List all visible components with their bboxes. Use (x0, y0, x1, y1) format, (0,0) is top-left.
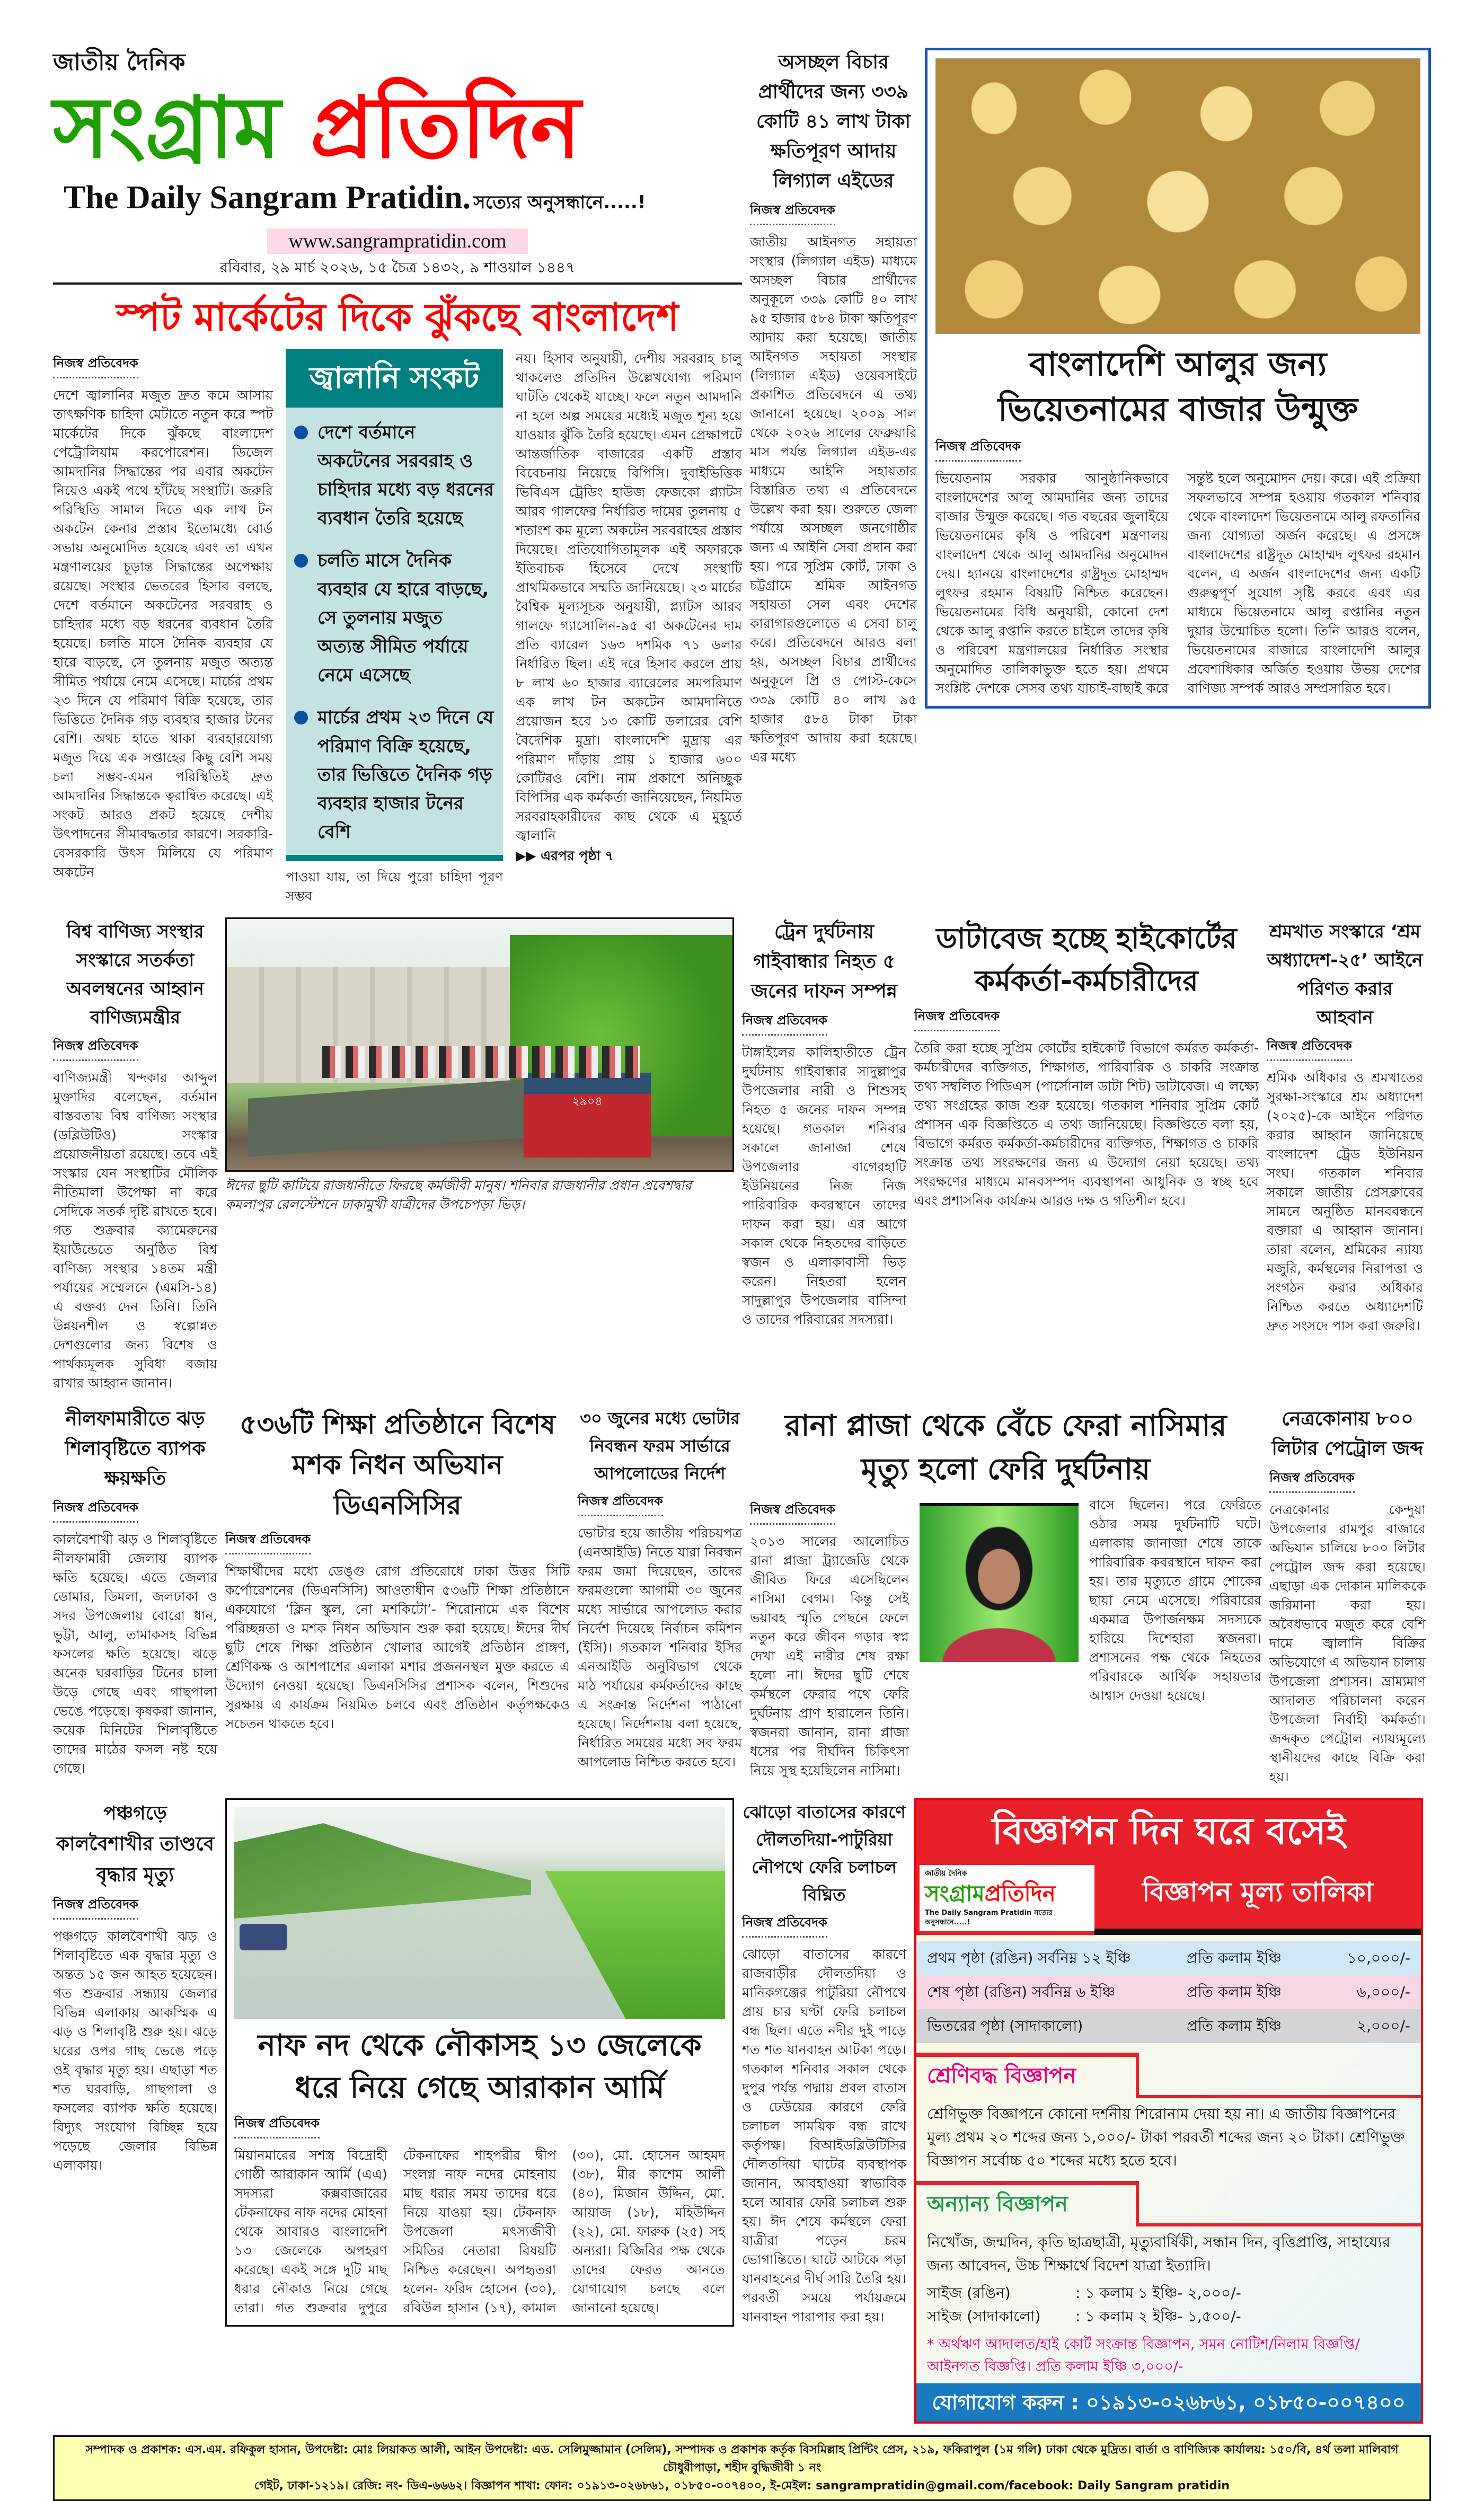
story-daulatdia: ঝোড়ো বাতাসের কারণে দৌলতদিয়া-পাটুরিয়া নৌপথে ফেরি চলাচল বিঘ্নিত নিজস্ব প্রতিবেদক ঝোড়ো বাতাসের কারণে রাজবাড়ীর দৌলতদিয়া ও মানিকগঞ্জের পাটুরিয়া নৌপথে প্রায় চার ঘণ্টা ফেরি চলাচল বন্ধ ছিল। এতে নদীর দুই পাড়ে শত শত যানবাহন আটকা পড়ে। গতকাল শনিবার সকাল থেকে দুপুর পর্যন্ত পদ্মায় প্রবল বাতাস ও ঢেউয়ের কারণে ফেরি চলাচল সাময়িক বন্ধ রাখে কর্তৃপক্ষ। বিআইডব্লিউটিসির দৌলতদিয়া ঘাটের ব্যবস্থাপক জানান, আবহাওয়া স্বাভাবিক হলে আবার ফেরি চলাচল শুরু হয়। ঈদ শেষে কর্মস্থলে ফেরা যাত্রীরা পড়েন চরম ভোগান্তিতে। ঘাটে আটকে পড়া যানবাহনের দীর্ঘ সারি তৈরি হয়। পরবর্তী সময়ে পর্যায়ক্রমে যানবাহন পারাপার করা হয়। (742, 1798, 906, 2327)
story-headline[interactable]: শ্রমখাত সংস্কারে ‘শ্রম অধ্যাদেশ-২৫’ আইনে পরিণত করার আহবান (1267, 921, 1423, 1028)
top-row (53, 48, 1431, 906)
story-headline[interactable]: ট্রেন দুর্ঘটনায় গাইবান্ধার নিহত ৫ জনের দাফন সম্পন্ন (750, 921, 898, 1002)
potato-headline-2[interactable]: ভিয়েতনামের বাজার উন্মুক্ত (998, 390, 1358, 429)
lead-col1 (53, 349, 273, 882)
train-photo (225, 917, 734, 1172)
story-panchagarh: পঞ্চগড়ে কালবৈশাখীর তাণ্ডবে বৃদ্ধার মৃত্যু নিজস্ব প্রতিবেদক পঞ্চগড়ে কালবৈশাখী ঝড় ও শিলাবৃষ্টিতে এক বৃদ্ধার মৃত্যু ও অন্তত ১৫ জন আহত হয়েছেন। গত শুক্রবার সন্ধ্যায় জেলার বিভিন্ন এলাকায় আকস্মিক এ ঝড় ও শিলাবৃষ্টি শুরু হয়। ঝড়ে ঘরের ওপর গাছ ভেঙে পড়ে ওই বৃদ্ধার মৃত্যু হয়। এছাড়া শত শত ঘরবাড়ি, গাছপালা ও ফসলের ব্যাপক ক্ষতি হয়েছে। বিদ্যুৎ সংযোগ বিচ্ছিন্ন হয়ে পড়েছে জেলার বিভিন্ন এলাকায়। (53, 1798, 217, 2175)
front-page (53, 48, 1431, 2501)
story-headline[interactable]: অসচ্ছল বিচার প্রার্থীদের জন্য ৩৩৯ কোটি ৪১ লাখ টাকা ক্ষতিপূরণ আদায় লিগ্যাল এইডের (756, 51, 911, 192)
engine-number: ২৯০৪ (572, 1095, 603, 1108)
lead-headline[interactable]: স্পট মার্কেটের দিকে ঝুঁকছে বাংলাদেশ (116, 295, 679, 339)
story-headline[interactable]: ডাটাবেজ হচ্ছে হাইকোর্টের কর্মকর্তা-কর্মচারীদের (936, 922, 1237, 997)
story-headline[interactable]: ঝোড়ো বাতাসের কারণে দৌলতদিয়া-পাটুরিয়া নৌপথে ফেরি চলাচল বিঘ্নিত (743, 1802, 906, 1905)
continued-link[interactable]: ▶▶ এরপর পৃষ্ঠা ৭ (516, 848, 614, 863)
potato-headline-1[interactable]: বাংলাদেশি আলুর জন্য (1029, 344, 1327, 383)
story-body: কালবৈশাখী ঝড় ও শিলাবৃষ্টিতে নীলফামারী জেলায় ব্যাপক ক্ষতি হয়েছে। এতে জেলার ডোমার, ডিমলা, জলঢাকা ও সদর উপজেলায় বোরো ধান, ভুট্টা, আলু, তামাকসহ বিভিন্ন ফসলের ক্ষতি হয়েছে। ঝড়ে অনেক ঘরবাড়ির টিনের চালা উড়ে গেছে এবং গাছপালা ভেঙে পড়েছে। কৃষকরা জানান, কয়েক মিনিটের শিলাবৃষ্টিতে তাদের মাঠের ফসল নষ্ট হয়ে গেছে। (53, 1532, 217, 1776)
masthead-date: রবিবার, ২৯ মার্চ ২০২৬, ১৫ চৈত্র ১৪৩২, ৯ শাওয়াল ১৪৪৭ (219, 259, 576, 276)
train-engine (524, 1073, 651, 1157)
ad-panel (914, 1798, 1423, 2424)
story-headline[interactable]: বিশ্ব বাণিজ্য সংস্থার সংস্কারে সতর্কতা অবলম্বনের আহ্বান বাণিজ্যমন্ত্রীর (66, 921, 204, 1028)
box-point: দেশে বর্তমানে অকটেনের সরবরাহ ও চাহিদার মধ্যে বড় ধরনের ব্যবধান তৈরি হয়েছে (294, 418, 494, 533)
row-4 (53, 1798, 1431, 2424)
story-headline[interactable]: পঞ্চগড়ে কালবৈশাখীর তাণ্ডবে বৃদ্ধার মৃত্যু (56, 1802, 215, 1886)
story-body: তৈরি করা হচ্ছে সুপ্রিম কোর্টের হাইকোর্ট বিভাগে কর্মরত কর্মকর্তা-কর্মচারীদের ব্যক্তিগত, শিক্ষাগত, পারিবারিক ও চাকরি সংক্রান্ত তথ্য সম্বলিত পিডিএস (পার্সোনাল ডাটা শিট) ডাটাবেজ। এ লক্ষ্যে তথ্য সংগ্রহের কাজ শুরু হয়েছে। গতকাল শনিবার সুপ্রিম কোর্ট প্রশাসন এক বিজ্ঞপ্তিতে এ তথ্য জানিয়েছে। বিজ্ঞপ্তিতে বলা হয়, বিভাগে কর্মরত কর্মকর্তা-কর্মচারীদের ব্যক্তিগত, শিক্ষাগত ও চাকরি সংক্রান্ত তথ্য সংরক্ষণের জন্য এ উদ্যোগ নেয়া হয়েছে। তথ্য সংরক্ষণের মাধ্যমে মানবসম্পদ ব্যবস্থাপনা আধুনিক ও স্বচ্ছ হবে এবং প্রশাসনিক কার্যক্রম আরও দক্ষ ও গতিশীল হবে। (914, 1040, 1259, 1208)
masthead (53, 48, 742, 285)
story-body: জাতীয় আইনগত সহায়তা সংস্থার (লিগ্যাল এইড) মাধ্যমে অসচ্ছল বিচার প্রার্থীদের অনুকূলে ৩৩৯ কোটি ৪০ লাখ ৯৫ হাজার ৫৮৪ টাকা ক্ষতিপূরণ আদায় করা হয়েছে। জাতীয় আইনগত সহায়তা সংস্থার (লিগ্যাল এইড) ওয়েবসাইটে প্রকাশিত প্রতিবেদনে এ তথ্য জানানো হয়েছে। ২০০৯ সাল থেকে ২০২৬ সালের ফেব্রুয়ারি মাস পর্যন্ত লিগ্যাল এইড-এর মাধ্যমে আইনি সহায়তার বিস্তারিত তথ্য এ প্রতিবেদনে উল্লেখ করা হয়। শুরুতে জেলা পর্যায়ে অসচ্ছল জনগোষ্ঠীর জন্য এ আইনি সেবা প্রদান করা হয়। পরে সুপ্রিম কোর্ট, ঢাকা ও চট্টগ্রামে শ্রমিক আইনগত সহায়তা সেল এবং দেশের কারাগারগুলোতে এ সেবা চালু করে। প্রতিবেদনে আরও বলা হয়, অসচ্ছল বিচার প্রার্থীদের অনুকূলে প্রি ও পোস্ট-কেসে ৩৩৯ কোটি ৪০ লাখ ৯৫ হাজার ৫৮৪ টাকা টাকা ক্ষতিপূরণ আদায় করা হয়েছে। এর মধ্যে (750, 234, 917, 765)
story-body: ঝোড়ো বাতাসের কারণে রাজবাড়ীর দৌলতদিয়া ও মানিকগঞ্জের পাটুরিয়া নৌপথে প্রায় চার ঘণ্টা ফেরি চলাচল বন্ধ ছিল। এতে নদীর দুই পাড়ে শত শত যানবাহন আটকা পড়ে। গতকাল শনিবার সকাল থেকে দুপুর পর্যন্ত পদ্মায় প্রবল বাতাস ও ঢেউয়ের কারণে ফেরি চলাচল সাময়িক বন্ধ রাখে কর্তৃপক্ষ। বিআইডব্লিউটিসির দৌলতদিয়া ঘাটের ব্যবস্থাপক জানান, আবহাওয়া স্বাভাবিক হলে আবার ফেরি চলাচল শুরু হয়। ঈদ শেষে কর্মস্থলে ফেরা যাত্রীরা পড়েন চরম ভোগান্তিতে। ঘাটে আটকে পড়া যানবাহনের দীর্ঘ সারি তৈরি হয়। পরবর্তী সময়ে পর্যায়ক্রমে যানবাহন পারাপার করা হয়। (742, 1947, 906, 2325)
passengers-on-roof (322, 1046, 640, 1078)
story-voter: ৩০ জুনের মধ্যে ভোটার নিবন্ধন ফরম সার্ভারে আপলোডের নির্দেশ নিজস্ব প্রতিবেদক ভোটার হয়ে জাতীয় পরিচয়পত্র (এনআইডি) নিতে যারা নিবন্ধন ফরম জমা দিয়েছেন, তাদের ফরমগুলো আগামী ৩০ জুনের মধ্যে সার্ভারে আপলোড করার নির্দেশ দিয়েছে নির্বাচন কমিশন (ইসি)। গতকাল শনিবার ইসির এনআইডি অনুবিভাগ থেকে মাঠ পর্যায়ের কর্মকর্তাদের কাছে এ সংক্রান্ত নির্দেশনা পাঠানো হয়েছে। নির্দেশনায় বলা হয়েছে, নির্ধারিত সময়ের মধ্যে সব ফরম আপলোড নিশ্চিত করতে হবে। (578, 1404, 742, 1772)
masthead-rule (53, 282, 742, 285)
rana-headline-1[interactable]: রানা প্লাজা থেকে বেঁচে ফেরা নাসিমার (784, 1409, 1227, 1443)
nasima-portrait (920, 1503, 1079, 1662)
rana-headline-2[interactable]: মৃত্যু হলো ফেরি দুর্ঘটনায় (861, 1452, 1151, 1487)
story-body: নেত্রকোনার কেন্দুয়া উপজেলার রামপুর বাজারে অভিযান চালিয়ে ৮০০ লিটার পেট্রোল জব্দ করা হয়েছে। এছাড়া এক দোকান মালিককে জরিমানা করা হয়। অবৈধভাবে মজুত করে বেশি দামে জ্বালানি বিক্রির অভিযোগে এ অভিযান চালায় উপজেলা প্রশাসন। ভ্রাম্যমাণ আদালত পরিচালনা করেন উপজেলা নির্বাহী কর্মকর্তা। জব্দকৃত পেট্রোল ন্যায্যমূল্যে স্থানীয়দের কাছে বিক্রি করা হয়। (1269, 1502, 1426, 1784)
ad-note: * অর্থঋণ আদালত/হাই কোর্ট সংক্রান্ত বিজ্ঞাপন, সমন নোটিশ/নিলাম বিজ্ঞপ্তি/আইনগত বিজ্ঞপ্তি। প্রতি কলাম ইঞ্চি ৩,০০০/- (927, 2336, 1360, 2375)
rate-table (916, 1941, 1421, 2043)
classified-text: শ্রেণিভুক্ত বিজ্ঞাপনে কোনো দর্শনীয় শিরোনাম দেয়া হয় না। এ জাতীয় বিজ্ঞাপনের মুল্য প্রথম ২০ শব্দের জন্য ১,০০০/- টাকা পরবর্তী শব্দের জন্য ২০ টাকা। শ্রেণিভুক্ত বিজ্ঞাপন সর্বোচ্চ ৫০ শব্দের মধ্যে হতে হবে। (927, 2105, 1405, 2169)
imprint-footer (53, 2435, 1431, 2501)
story-headline[interactable]: নীলফামারীতে ঝড় শিলাবৃষ্টিতে ব্যাপক ক্ষয়ক্ষতি (65, 1408, 206, 1489)
story-body: শ্রমিক অধিকার ও শ্রমখাতের সুরক্ষা-সংস্কারে শ্রম অধ্যাদেশ (২০২৫)-কে আইনে পরিণত করার আহ্বান জানিয়েছে বাংলাদেশ ট্রেড ইউনিয়ন সংঘ। গতকাল শনিবার সকালে জাতীয় প্রেসক্লাবের সামনে অনুষ্ঠিত মানববন্ধনে বক্তারা এ আহ্বান জানান। তারা বলেন, শ্রমিকের ন্যায্য মজুরি, কর্মস্থলের নিরাপত্তা ও সংগঠন করার অধিকার নিশ্চিত করতে অধ্যাদেশটি দ্রুত সংসদে পাস করা জরুরি। (1267, 1070, 1423, 1333)
lead-body-3: নয়। হিসাব অনুযায়ী, দেশীয় সরবরাহ চালু থাকলেও প্রতিদিন উল্লেখযোগ্য পরিমাণ ঘাটতি থেকেই যাচ্ছে। ফলে নতুন আমদানি না হলে অল্প সময়ের মধ্যেই মজুত শূন্য হয়ে যাওয়ার ঝুঁকি তৈরি হয়েছে। এমন প্রেক্ষাপটে আন্তর্জাতিক বাজারের একটি প্রস্তাব বিবেচনায় নিয়েছে বিপিসি। দুবাইভিত্তিক ভিবিএস ট্রেডিং হাউজ ফেজকো প্ল্যাটস আরব গালফের নির্ধারিত দামের তুলনায় ৫ শতাংশ কম মূল্যে অকটেন সরবরাহের প্রস্তাব দিয়েছে। প্রতিযোগিতামূলক এই অফারকে ইতিবাচক হিসেবে দেখে সংস্থাটি প্রাথমিকভাবে সম্মতি জানিয়েছে। ২৩ মার্চের বৈশ্বিক মূল্যসূচক অনুযায়ী, প্ল্যাটস আরব গালফে গ্যাসোলিন-৯৫ বা অকটেনের দাম প্রতি ব্যারেল ১৬৩ দশমিক ৭১ ডলার নির্ধারিত ছিল। এই দরে হিসাব করলে প্রায় ৮ লাখ ৬০ হাজার ব্যারেলের সমপরিমাণ এক লাখ টন অকটেন আমদানিতে প্রয়োজন হবে ১৩ কোটি ডলারের বেশি বৈদেশিক মুদ্রা। বাংলাদেশি মুদ্রায় এর পরিমাণ দাঁড়ায় প্রায় ১ হাজার ৬০০ কোটিরও বেশি। নাম প্রকাশে অনিচ্ছুক বিপিসির এক কর্মকর্তা জানিয়েছেন, নিয়মিত সরবরাহকারীদের কাছ থেকে এ মুহূর্তে জ্বালানি (516, 351, 742, 843)
story-labour: শ্রমখাত সংস্কারে ‘শ্রম অধ্যাদেশ-২৫’ আইনে পরিণত করার আহবান নিজস্ব প্রতিবেদক শ্রমিক অধিকার ও শ্রমখাতের সুরক্ষা-সংস্কারে শ্রম অধ্যাদেশ (২০২৫)-কে আইনে পরিণত করার আহ্বান জানিয়েছে বাংলাদেশ ট্রেড ইউনিয়ন সংঘ। গতকাল শনিবার সকালে জাতীয় প্রেসক্লাবের সামনে অনুষ্ঠিত মানববন্ধনে বক্তারা এ আহ্বান জানান। তারা বলেন, শ্রমিকের ন্যায্য মজুরি, কর্মস্থলের নিরাপত্তা ও সংগঠন করার অধিকার নিশ্চিত করতে অধ্যাদেশটি দ্রুত সংসদে পাস করা জরুরি। (1267, 917, 1423, 1336)
story-body: ভিয়েতনাম সরকার আনুষ্ঠানিকভাবে বাংলাদেশের আলু আমদানির জন্য তাদের বাজার উন্মুক্ত করেছে। গত বছরের জুলাইয়ে ভিয়েতনামের কৃষি ও পরিবেশ মন্ত্রণালয় বাংলাদেশ থেকে আলু আমদানির অনুমোদন দেয়। হ্যানয়ে বাংলাদেশের রাষ্ট্রদূত মোহাম্মদ লুৎফর রহমান বিষয়টি নিশ্চিত করেছেন। ভিয়েতনামের বিধি অনুযায়ী, কোনো দেশ থেকে আলু রপ্তানি করতে চাইলে তাদের কৃষি ও পরিবেশ মন্ত্রণালয়ের নির্ধারিত সংস্থার অনুমোদিত তালিকাভুক্ত হতে হয়। প্রথমে সংশ্লিষ্ট দেশকে সেসব তথ্য যাচাই-বাছাই করে সন্তুষ্ট হলে অনুমোদন দেয়। করে। এই প্রক্রিয়া সফলভাবে সম্পন্ন হওয়ায় গতকাল শনিবার থেকে বাংলাদেশ ভিয়েতনামে আলু রফতানির জন্য যোগ্যতা অর্জন করেছে। এ প্রসঙ্গে বাংলাদেশের রাষ্ট্রদূত মোহাম্মদ লুৎফর রহমান বলেন, এ অর্জন বাংলাদেশের জন্য একটি গুরুত্বপূর্ণ সুযোগ সৃষ্টি করবে এবং এর মাধ্যমে ভিয়েতনামে আলু রপ্তানির নতুন দুয়ার উন্মোচিত হলো। তিনি আরও বলেন, ভিয়েতনামের বাজারে বাংলাদেশি আলুর প্রবেশাধিকার অর্জিত হওয়ায় উভয় দেশের বাণিজ্য সম্পর্ক আরও সম্প্রসারিত হবে। (935, 471, 1420, 696)
other-title: অন্যান্য বিজ্ঞাপন (916, 2181, 1139, 2223)
logo-green: সংগ্রাম (53, 78, 281, 177)
story-body: মিয়ানমারের সশস্ত্র বিদ্রোহী গোষ্ঠী আরাকান আর্মি (এএ) সদস্যরা কক্সবাজারের টেকনাফের নাফ নদের মোহনা থেকে আবারও বাংলাদেশি ১৩ জেলেকে অপহরণ করেছে। একই সঙ্গে দুটি মাছ ধরার নৌকাও নিয়ে গেছে তারা। গত শুক্রবার দুপুরে টেকনাফের শাহপরীর দ্বীপ সংলগ্ন নাফ নদের মোহনায় মাছ ধরার সময় তাদের ধরে নিয়ে যাওয়া হয়। টেকনাফ উপজেলা মৎস্যজীবী সমিতির নেতারা বিষয়টি নিশ্চিত করেছেন। অপহৃতরা হলেন- ফরিদ হোসেন (৩০), রবিউল হাসান (১৭), কামাল (৩০), মো. হোসেন আহমদ (৩৮), মীর কাশেম আলী (৪০), মিজান উদ্দিন, মো. আয়াজ (১৮), মহিউদ্দিন (২২), মো. ফারুক (২৫) সহ অন্যরা। বিজিবির পক্ষ থেকে তাদের ফেরত আনতে যোগাযোগ চলছে বলে জানানো হয়েছে। (234, 2147, 725, 2316)
imprint-line-2: গেইট, ঢাকা-১২১৯। রেজি: নং- ডিএ-৬৬৬২। বিজ্ঞাপন শাখা: ফোন: ০১৯১৩-০২৬৮৬১, ০১৮৫০-০০৭৪০০, ই-মেইল: sangrampratidin@gmail.com/facebook: Daily Sangram pratidin (254, 2479, 1230, 2493)
story-netrokona: নেত্রকোনায় ৮০০ লিটার পেট্রোল জব্দ নিজস্ব প্রতিবেদক নেত্রকোনার কেন্দুয়া উপজেলার রামপুর বাজারে অভিযান চালিয়ে ৮০০ লিটার পেট্রোল জব্দ করা হয়েছে। এছাড়া এক দোকান মালিককে জরিমানা করা হয়। অবৈধভাবে মজুত করে বেশি দামে জ্বালানি বিক্রির অভিযোগে এ অভিযান চালায় উপজেলা প্রশাসন। ভ্রাম্যমাণ আদালত পরিচালনা করেন উপজেলা নির্বাহী কর্মকর্তা। জব্দকৃত পেট্রোল ন্যায্যমূল্যে স্থানীয়দের কাছে বিক্রি করা হয়। (1269, 1404, 1426, 1787)
byline: নিজস্ব প্রতিবেদক (53, 354, 138, 378)
train-carriage (248, 1079, 534, 1157)
story-headline[interactable]: ৩০ জুনের মধ্যে ভোটার নিবন্ধন ফরম সার্ভারে আপলোডের নির্দেশ (580, 1408, 740, 1483)
train-photo-caption: ঈদের ছুটি কাটিয়ে রাজধানীতে ফিরছে কর্মজীবী মানুষ। শনিবার রাজধানীর প্রধান প্রবেশদ্বার কমলাপুর রেলস্টেশনে ঢাকামুখী যাত্রীদের উপচেপড়া ভিড়। (225, 1178, 692, 1212)
story-body: পঞ্চগড়ে কালবৈশাখী ঝড় ও শিলাবৃষ্টিতে এক বৃদ্ধার মৃত্যু ও অন্তত ১৫ জন আহত হয়েছেন। গত শুক্রবার সন্ধ্যায় জেলার বিভিন্ন এলাকায় আকস্মিক এ ঝড় ও শিলাবৃষ্টি শুরু হয়। ঝড়ে ঘরের ওপর গাছ ভেঙে পড়ে ওই বৃদ্ধার মৃত্যু হয়। এছাড়া শত শত ঘরবাড়ি, গাছপালা ও ফসলের ব্যাপক ক্ষতি হয়েছে। বিদ্যুৎ সংযোগ বিচ্ছিন্ন হয়ে পড়েছে জেলার বিভিন্ন এলাকায়। (53, 1929, 217, 2173)
story-hailstorm: নীলফামারীতে ঝড় শিলাবৃষ্টিতে ব্যাপক ক্ষয়ক্ষতি নিজস্ব প্রতিবেদক কালবৈশাখী ঝড় ও শিলাবৃষ্টিতে নীলফামারী জেলায় ব্যাপক ক্ষতি হয়েছে। এতে জেলার ডোমার, ডিমলা, জলঢাকা ও সদর উপজেলায় বোরো ধান, ভুট্টা, আলু, তামাকসহ বিভিন্ন ফসলের ক্ষতি হয়েছে। ঝড়ে অনেক ঘরবাড়ির টিনের চালা উড়ে গেছে এবং গাছপালা ভেঙে পড়েছে। কৃষকরা জানান, কয়েক মিনিটের শিলাবৃষ্টিতে তাদের মাঠের ফসল নষ্ট হয়ে গেছে। (53, 1404, 217, 1778)
rate-row: ভিতরের পৃষ্ঠা (সাদাকালো) প্রতি কলাম ইঞ্চি ২,০০০/- (916, 2009, 1421, 2043)
masthead-kicker: জাতীয় দৈনিক (53, 49, 186, 76)
story-headline[interactable]: ৫৩৬টি শিক্ষা প্রতিষ্ঠানে বিশেষ মশক নিধন অভিযান ডিএনসিসির (240, 1409, 555, 1521)
story-naf: নাফ নদ থেকে নৌকাসহ ১৩ জেলেকে ধরে নিয়ে গেছে আরাকান আর্মি নিজস্ব প্রতিবেদক মিয়ানমারের সশস্ত্র বিদ্রোহী গোষ্ঠী আরাকান আর্মি (এএ) সদস্যরা কক্সবাজারের টেকনাফের নাফ নদের মোহনা থেকে আবারও বাংলাদেশি ১৩ জেলেকে অপহরণ করেছে। একই সঙ্গে দুটি মাছ ধরার নৌকাও নিয়ে গেছে তারা। গত শুক্রবার দুপুরে টেকনাফের শাহপরীর দ্বীপ সংলগ্ন নাফ নদের মোহনায় মাছ ধরার সময় তাদের ধরে নিয়ে যাওয়া হয়। টেকনাফ উপজেলা মৎস্যজীবী সমিতির নেতারা বিষয়টি নিশ্চিত করেছেন। অপহৃতরা হলেন- ফরিদ হোসেন (৩০), রবিউল হাসান (১৭), কামাল (৩০), মো. হোসেন আহমদ (৩৮), মীর কাশেম আলী (৪০), মিজান উদ্দিন, মো. আয়াজ (১৮), মহিউদ্দিন (২২), মো. ফারুক (২৫) সহ অন্যরা। বিজিবির পক্ষ থেকে তাদের ফেরত আনতে যোগাযোগ চলছে বলে জানানো হয়েছে। (225, 1798, 734, 2327)
train-photo-block (225, 917, 734, 1214)
rate-title: বিজ্ঞাপন মূল্য তালিকা (1094, 1862, 1421, 1935)
rate-row: প্রথম পৃষ্ঠা (রঙিন) সর্বনিম্ন ১২ ইঞ্চি প্রতি কলাম ইঞ্চি ১০,০০০/- (916, 1941, 1421, 1975)
bullet-icon (294, 711, 308, 724)
lead-body-2: পাওয়া যায়, তা দিয়ে পুরো চাহিদা পূরণ সম্ভব (286, 869, 503, 904)
ad-contact[interactable]: যোগাযোগ করুন : ০১৯১৩-০২৬৮৬১, ০১৮৫০-০০৭৪০০ (916, 2383, 1421, 2422)
rate-row: শেষ পৃষ্ঠা (রঙিন) সর্বনিম্ন ৬ ইঞ্চি প্রতি কলাম ইঞ্চি ৬,০০০/- (916, 1975, 1421, 2009)
logo-red: প্রতিদিন (310, 78, 581, 177)
size-row: সাইজ (রঙিন) : ১ কলাম ১ ইঞ্চি- ২,০০০/- (927, 2284, 1241, 2302)
lead-body (53, 349, 742, 906)
story-potato: বাংলাদেশি আলুর জন্য ভিয়েতনামের বাজার উন্মুক্ত নিজস্ব প্রতিবেদক ভিয়েতনাম সরকার আনুষ্ঠানিকভাবে বাংলাদেশের আলু আমদানির জন্য তাদের বাজার উন্মুক্ত করেছে। গত বছরের জুলাইয়ে ভিয়েতনামের কৃষি ও পরিবেশ মন্ত্রণালয় বাংলাদেশ থেকে আলু আমদানির অনুমোদন দেয়। হ্যানয়ে বাংলাদেশের রাষ্ট্রদূত মোহাম্মদ লুৎফর রহমান বিষয়টি নিশ্চিত করেছেন। ভিয়েতনামের বিধি অনুযায়ী, কোনো দেশ থেকে আলু রপ্তানি করতে চাইলে তাদের কৃষি ও পরিবেশ মন্ত্রণালয়ের নির্ধারিত সংস্থার অনুমোদিত তালিকাভুক্ত হতে হয়। প্রথমে সংশ্লিষ্ট দেশকে সেসব তথ্য যাচাই-বাছাই করে সন্তুষ্ট হলে অনুমোদন দেয়। করে। এই প্রক্রিয়া সফলভাবে সম্পন্ন হওয়ায় গতকাল শনিবার থেকে বাংলাদেশ ভিয়েতনামে আলু রফতানির জন্য যোগ্যতা অর্জন করেছে। এ প্রসঙ্গে বাংলাদেশের রাষ্ট্রদূত মোহাম্মদ লুৎফর রহমান বলেন, এ অর্জন বাংলাদেশের জন্য একটি গুরুত্বপূর্ণ সুযোগ সৃষ্টি করবে এবং এর মাধ্যমে ভিয়েতনামে আলু রপ্তানির নতুন দুয়ার উন্মোচিত হলো। তিনি আরও বলেন, ভিয়েতনামের বাজারে বাংলাদেশি আলুর প্রবেশাধিকার অর্জিত হওয়ায় উভয় দেশের বাণিজ্য সম্পর্ক আরও সম্প্রসারিত হবে। (925, 48, 1431, 709)
boat (240, 1924, 287, 1950)
story-body: ২০১৩ সালের আলোচিত রানা প্লাজা ট্র্যাজেডি থেকে জীবিত ফিরে এসেছিলেন নাসিমা বেগম। কিন্তু সেই ভয়াবহ স্মৃতি পেছনে ফেলে নতুন করে জীবন গড়ার স্বপ্ন দেখা এই নারীর শেষ রক্ষা হলো না। ঈদের ছুটি শেষে কর্মস্থলে ফেরার পথে ফেরি দুর্ঘটনায় প্রাণ হারালেন তিনি। স্বজনরা জানান, রানা প্লাজা ধসের পর দীর্ঘদিন চিকিৎসা নিয়ে সুস্থ হয়েছিলেন নাসিমা। (750, 1534, 909, 1778)
bullet-icon (294, 554, 308, 568)
imprint-line-1: সম্পাদক ও প্রকাশক: এস.এম. রফিকুল হাসান, উপদেষ্টা: মোঃ লিয়াকত আলী, আইন উপদেষ্টা: এড. সেলিমুজ্জামান (সেলিম), সম্পাদক ও প্রকাশক কর্তৃক বিসমিল্লাহ প্রিন্টিং প্রেস, ২১৯, ফকিরাপুল (১ম গলি) ঢাকা থেকে মুদ্রিত। বার্তা ও বাণিজ্যিক কার্যালয়: ১৫০/বি, ৪র্থ তলা মালিবাগ চৌধুরীপাড়া, শহীদ বুদ্ধিজীবী ১ নং (85, 2443, 1399, 2475)
story-headline[interactable]: নেত্রকোনায় ৮০০ লিটার পেট্রোল জব্দ (1271, 1408, 1424, 1460)
other-text: নিখোঁজ, জন্মদিন, কৃতি ছাত্রছাত্রী, মৃত্যুবার্ষিকী, সন্ধান দিন, বৃত্তিপ্রাপ্তি, সাহায্যের জন্য আবেদন, উচ্চ শিক্ষার্থে বিদেশ যাত্রা ইত্যাদি। (927, 2233, 1391, 2274)
story-body: টাঙ্গাইলের কালিহাতীতে ট্রেন দুর্ঘটনায় গাইবান্ধার সাদুল্লাপুর উপজেলার নারী ও শিশুসহ নিহত ৫ জনের দাফন সম্পন্ন হয়েছে। গতকাল শনিবার সকালে জানাজা শেষে উপজেলার বাগেরহাটি ইউনিয়নের নিজ নিজ পারিবারিক কবরস্থানে তাদের দাফন করা হয়। এর আগে সকাল থেকে নিহতদের বাড়িতে স্বজন ও এলাকাবাসী ভিড় করেন। নিহতরা হলেন সাদুল্লাপুর উপজেলার বাসিন্দা ও তাদের পরিবারের সদস্যরা। (742, 1045, 906, 1327)
ad-logo: জাতীয় দৈনিক সংগ্রামপ্রতিদিন The Daily Sangram Pratidin সত্যের অনুসন্ধানে.....! (920, 1865, 1094, 1931)
naf-headline-2[interactable]: ধরে নিয়ে গেছে আরাকান আর্মি (295, 2071, 665, 2105)
box-point: চলতি মাসে দৈনিক ব্যবহার যে হারে বাড়ছে, সে তুলনায় মজুত অত্যন্ত সীমিত পর্যায়ে নেমে এসেছে (294, 546, 494, 690)
story-mosquito: ৫৩৬টি শিক্ষা প্রতিষ্ঠানে বিশেষ মশক নিধন অভিযান ডিএনসিসির নিজস্ব প্রতিবেদক শিক্ষার্থীদের মধ্যে ডেঙ্গু রোগ প্রতিরোধে ঢাকা উত্তর সিটি কর্পোরেশনের (ডিএনসিসি) আওতাধীন ৫৩৬টি শিক্ষা প্রতিষ্ঠানে একযোগে ‘ক্লিন স্কুল, নো মশকিটো’- শিরোনামে এক বিশেষ পরিচ্ছন্নতা ও মশক নিধন অভিযান শুরু করা হয়েছে। ঈদের দীর্ঘ ছুটি শেষে শিক্ষা প্রতিষ্ঠান খোলার আগেই প্রতিষ্ঠান প্রাঙ্গণ, শ্রেণিকক্ষ ও আশপাশের এলাকা মশার প্রজননস্থল মুক্ত করতে এ উদ্যোগ নেওয়া হয়েছে। ডিএনসিসির প্রশাসক বলেন, শিশুদের সুরক্ষায় এ কার্যক্রম নিয়মিত চলবে এবং প্রতিষ্ঠান কর্তৃপক্ষকেও সচেতন থাকতে হবে। (225, 1404, 570, 1734)
masthead-slogan: সত্যের অনুসন্ধানে.....! (473, 192, 646, 213)
story-body: বাসে ছিলেন। পরে ফেরিতে ওঠার সময় দুর্ঘটনাটি ঘটে। এলাকায় জানাজা শেষে তাকে পারিবারিক কবরস্থানে দাফন করা হয়। তার মৃত্যুতে গ্রামে শোকের ছায়া নেমে এসেছে। পরিবারের একমাত্র উপার্জনক্ষম সদস্যকে হারিয়ে দিশেহারা স্বজনরা। প্রশাসনের পক্ষ থেকে নিহতের পরিবারকে আর্থিক সহায়তার আশ্বাস দেওয়া হয়েছে। (1089, 1497, 1261, 1703)
row-3 (53, 1404, 1431, 1787)
story-train-accident: ট্রেন দুর্ঘটনায় গাইবান্ধার নিহত ৫ জনের দাফন সম্পন্ন নিজস্ব প্রতিবেদক টাঙ্গাইলের কালিহাতীতে ট্রেন দুর্ঘটনায় গাইবান্ধার সাদুল্লাপুর উপজেলার নারী ও শিশুসহ নিহত ৫ জনের দাফন সম্পন্ন হয়েছে। গতকাল শনিবার সকালে জানাজা শেষে উপজেলার বাগেরহাটি ইউনিয়নের নিজ নিজ পারিবারিক কবরস্থানে তাদের দাফন করা হয়। এর আগে সকাল থেকে নিহতদের বাড়িতে স্বজন ও এলাকাবাসী ভিড় করেন। নিহতরা হলেন সাদুল্লাপুর উপজেলার বাসিন্দা ও তাদের পরিবারের সদস্যরা। (742, 917, 906, 1329)
story-body: ভোটার হয়ে জাতীয় পরিচয়পত্র (এনআইডি) নিতে যারা নিবন্ধন ফরম জমা দিয়েছেন, তাদের ফরমগুলো আগামী ৩০ জুনের মধ্যে সার্ভারে আপলোড করার নির্দেশ দিয়েছে নির্বাচন কমিশন (ইসি)। গতকাল শনিবার ইসির এনআইডি অনুবিভাগ থেকে মাঠ পর্যায়ের কর্মকর্তাদের কাছে এ সংক্রান্ত নির্দেশনা পাঠানো হয়েছে। নির্দেশনায় বলা হয়েছে, নির্ধারিত সময়ের মধ্যে সব ফরম আপলোড নিশ্চিত করতে হবে। (578, 1525, 742, 1770)
potato-photo (935, 58, 1420, 334)
story-trade: বিশ্ব বাণিজ্য সংস্থার সংস্কারে সতর্কতা অবলম্বনের আহ্বান বাণিজ্যমন্ত্রীর নিজস্ব প্রতিবেদক বাণিজ্যমন্ত্রী খন্দকার আব্দুল মুক্তাদির বলেছেন, বর্তমান বাস্তবতায় বিশ্ব বাণিজ্য সংস্থার (ডব্লিউটিও) সংস্কার প্রয়োজনীয়তা রয়েছে। তবে এই সংস্কার যেন সংস্থাটির মৌলিক নীতিমালা উপেক্ষা না করে সেদিকে সতর্ক দৃষ্টি রাখতে হবে। গত শুক্রবার ক্যামেরুনের ইয়াউন্ডেতে অনুষ্ঠিত বিশ্ব বাণিজ্য সংস্থার ১৪তম মন্ত্রী পর্যায়ের সম্মেলনে (এমসি-১৪) এ বক্তব্য দেন তিনি। তিনি উন্নয়নশীল ও স্বল্পোন্নত দেশগুলোর জন্য বিশেষ ও পার্থক্যমূলক সুবিধা বজায় রাখার আহ্বান জানান। (53, 917, 217, 1393)
masthead-and-lead (53, 48, 742, 906)
ad-title: বিজ্ঞাপন দিন ঘরে বসেই (916, 1800, 1421, 1862)
story-rana-plaza: রানা প্লাজা থেকে বেঁচে ফেরা নাসিমার মৃত্যু হলো ফেরি দুর্ঘটনায় নিজস্ব প্রতিবেদক ২০১৩ সালের আলোচিত রানা প্লাজা ট্র্যাজেডি থেকে জীবিত ফিরে এসেছিলেন নাসিমা বেগম। কিন্তু সেই ভয়াবহ স্মৃতি পেছনে ফেলে নতুন করে জীবন গড়ার স্বপ্ন দেখা এই নারীর শেষ রক্ষা হলো না। ঈদের ছুটি শেষে কর্মস্থলে ফেরার পথে ফেরি দুর্ঘটনায় প্রাণ হারালেন তিনি। স্বজনরা জানান, রানা প্লাজা ধসের পর দীর্ঘদিন চিকিৎসা নিয়ে সুস্থ হয়েছিলেন নাসিমা। বাসে ছিলেন। পরে ফেরিতে ওঠার সময় দুর্ঘটনাটি ঘটে। এলাকায় জানাজা শেষে তাকে পারিবারিক কবরস্থানে দাফন করা হয়। তার মৃত্যুতে গ্রামে শোকের ছায়া নেমে এসেছে। পরিবারের একমাত্র উপার্জনক্ষম সদস্যকে হারিয়ে দিশেহারা স্বজনরা। প্রশাসনের পক্ষ থেকে নিহতের পরিবারকে আর্থিক সহায়তার আশ্বাস দেওয়া হয়েছে। (750, 1404, 1261, 1780)
story-body: বাণিজ্যমন্ত্রী খন্দকার আব্দুল মুক্তাদির বলেছেন, বর্তমান বাস্তবতায় বিশ্ব বাণিজ্য সংস্থার (ডব্লিউটিও) সংস্কার প্রয়োজনীয়তা রয়েছে। তবে এই সংস্কার যেন সংস্থাটির মৌলিক নীতিমালা উপেক্ষা না করে সেদিকে সতর্ক দৃষ্টি রাখতে হবে। গত শুক্রবার ক্যামেরুনের ইয়াউন্ডেতে অনুষ্ঠিত বিশ্ব বাণিজ্য সংস্থার ১৪তম মন্ত্রী পর্যায়ের সম্মেলনে (এমসি-১৪) এ বক্তব্য দেন তিনি। তিনি উন্নয়নশীল ও স্বল্পোন্নত দেশগুলোর জন্য বিশেষ ও পার্থক্যমূলক সুবিধা বজায় রাখার আহ্বান জানান। (53, 1070, 217, 1391)
lead-body-1: দেশে জ্বালানির মজুত দ্রুত কমে আসায় তাৎক্ষণিক চাহিদা মেটাতে নতুন করে স্পট মার্কেটের দিকে ঝুঁকছে বাংলাদেশ পেট্রোলিয়াম করপোরেশন। ডিজেল আমদানির সিদ্ধান্তের পর এবার অকটেন নিয়েও একই পথে হাঁটছে সংস্থাটি। জরুরি পরিস্থিতি সামাল দিতে এক লাখ টন অকটেন কেনার প্রস্তাব ইতোমধ্যে বোর্ড সভায় অনুমোদিত হয়েছে এবং তা এখন মন্ত্রণালয়ের চূড়ান্ত সিদ্ধান্তের অপেক্ষায় রয়েছে। সংস্থার ভেতরের হিসাব বলছে, দেশে বর্তমানে অকটেনের সরবরাহ ও চাহিদার মধ্যে বড় ধরনের ব্যবধান তৈরি হয়েছে। চলতি মাসে দৈনিক ব্যবহার যে হারে বাড়ছে, সে তুলনায় মজুত অত্যন্ত সীমিত পর্যায়ে নেমে এসেছে। মার্চের প্রথম ২৩ দিনে যে পরিমাণ বিক্রি হয়েছে, তার ভিত্তিতে দৈনিক গড় ব্যবহার হাজার টনের বেশি। অথচ হাতে থাকা ব্যবহারযোগ্য মজুত দিয়ে এক সপ্তাহের কিছু বেশি সময় চলা সম্ভব-এমন পরিস্থিতিই দ্রুত আমদানির সিদ্ধান্তকে ত্বরান্বিত করেছে। এই সংকট আরও প্রকট হয়েছে দেশীয় উৎপাদনের সীমাবদ্ধতার কারণে। সরকারি-বেসরকারি উৎস মিলিয়ে যে পরিমাণ অকটেন (53, 387, 273, 880)
story-legal-aid: অসচ্ছল বিচার প্রার্থীদের জন্য ৩৩৯ কোটি ৪১ লাখ টাকা ক্ষতিপূরণ আদায় লিগ্যাল এইডের নিজস্ব প্রতিবেদক জাতীয় আইনগত সহায়তা সংস্থার (লিগ্যাল এইড) মাধ্যমে অসচ্ছল বিচার প্রার্থীদের অনুকূলে ৩৩৯ কোটি ৪০ লাখ ৯৫ হাজার ৫৮৪ টাকা ক্ষতিপূরণ আদায় করা হয়েছে। জাতীয় আইনগত সহায়তা সংস্থার (লিগ্যাল এইড) ওয়েবসাইটে প্রকাশিত প্রতিবেদনে এ তথ্য জানানো হয়েছে। ২০০৯ সাল থেকে ২০২৬ সালের ফেব্রুয়ারি মাস পর্যন্ত লিগ্যাল এইড-এর মাধ্যমে আইনি সহায়তার বিস্তারিত তথ্য এ প্রতিবেদনে উল্লেখ করা হয়। শুরুতে জেলা পর্যায়ে অসচ্ছল জনগোষ্ঠীর জন্য এ আইনি সেবা প্রদান করা হয়। পরে সুপ্রিম কোর্ট, ঢাকা ও চট্টগ্রামে শ্রমিক আইনগত সহায়তা সেল এবং দেশের কারাগারগুলোতে এ সেবা চালু করে। প্রতিবেদনে আরও বলা হয়, অসচ্ছল বিচার প্রার্থীদের অনুকূলে প্রি ও পোস্ট-কেসে ৩৩৯ কোটি ৪০ লাখ ৯৫ হাজার ৫৮৪ টাকা টাকা ক্ষতিপূরণ আদায় করা হয়েছে। এর মধ্যে (750, 48, 917, 767)
box-point: মার্চের প্রথম ২৩ দিনে যে পরিমাণ বিক্রি হয়েছে, তার ভিত্তিতে দৈনিক গড় ব্যবহার হাজার টনের বেশি (294, 703, 494, 846)
river-photo (234, 1807, 725, 2019)
size-row: সাইজ (সাদাকালো) : ১ কলাম ২ ইঞ্চি- ১,৫০০/- (927, 2308, 1241, 2325)
story-database: ডাটাবেজ হচ্ছে হাইকোর্টের কর্মকর্তা-কর্মচারীদের নিজস্ব প্রতিবেদক তৈরি করা হচ্ছে সুপ্রিম কোর্টের হাইকোর্ট বিভাগে কর্মরত কর্মকর্তা-কর্মচারীদের ব্যক্তিগত, শিক্ষাগত, পারিবারিক ও চাকরি সংক্রান্ত তথ্য সম্বলিত পিডিএস (পার্সোনাল ডাটা শিট) ডাটাবেজ। এ লক্ষ্যে তথ্য সংগ্রহের কাজ শুরু হয়েছে। গতকাল শনিবার সুপ্রিম কোর্ট প্রশাসন এক বিজ্ঞপ্তিতে এ তথ্য জানিয়েছে। বিজ্ঞপ্তিতে বলা হয়, বিভাগে কর্মরত কর্মকর্তা-কর্মচারীদের ব্যক্তিগত, শিক্ষাগত ও চাকরি সংক্রান্ত তথ্য সংরক্ষণের জন্য এ উদ্যোগ নেয়া হয়েছে। তথ্য সংরক্ষণের মাধ্যমে মানবসম্পদ ব্যবস্থাপনা আধুনিক ও স্বচ্ছ হবে এবং প্রশাসনিক কার্যক্রম আরও দক্ষ ও গতিশীল হবে। (914, 917, 1259, 1210)
fuel-crisis-box (286, 349, 503, 861)
naf-headline-1[interactable]: নাফ নদ থেকে নৌকাসহ ১৩ জেলেকে (258, 2028, 702, 2063)
bullet-icon (294, 426, 308, 439)
masthead-logo (53, 77, 742, 178)
forest-right (545, 1871, 725, 2019)
masthead-english: The Daily Sangram Pratidin. (64, 180, 471, 216)
forest-left (234, 1823, 531, 1919)
story-body: শিক্ষার্থীদের মধ্যে ডেঙ্গু রোগ প্রতিরোধে ঢাকা উত্তর সিটি কর্পোরেশনের (ডিএনসিসি) আওতাধীন ৫৩৬টি শিক্ষা প্রতিষ্ঠানে একযোগে ‘ক্লিন স্কুল, নো মশকিটো’- শিরোনামে এক বিশেষ পরিচ্ছন্নতা ও মশক নিধন অভিযান শুরু করা হয়েছে। ঈদের দীর্ঘ ছুটি শেষে শিক্ষা প্রতিষ্ঠান খোলার আগেই প্রতিষ্ঠান প্রাঙ্গণ, শ্রেণিকক্ষ ও আশপাশের এলাকা মশার প্রজননস্থল মুক্ত করতে এ উদ্যোগ নেওয়া হয়েছে। ডিএনসিসির প্রশাসক বলেন, শিশুদের সুরক্ষায় এ কার্যক্রম নিয়মিত চলবে এবং প্রতিষ্ঠান কর্তৃপক্ষকেও সচেতন থাকতে হবে। (225, 1563, 570, 1731)
fuel-crisis-column (286, 349, 503, 906)
masthead-website[interactable]: www.sangrampratidin.com (267, 228, 527, 254)
box-title: জ্বালানি সংকট (286, 349, 503, 408)
lead-col3 (516, 349, 742, 868)
row-2 (53, 917, 1431, 1393)
classified-title: শ্রেণিবদ্ধ বিজ্ঞাপন (916, 2053, 1139, 2095)
